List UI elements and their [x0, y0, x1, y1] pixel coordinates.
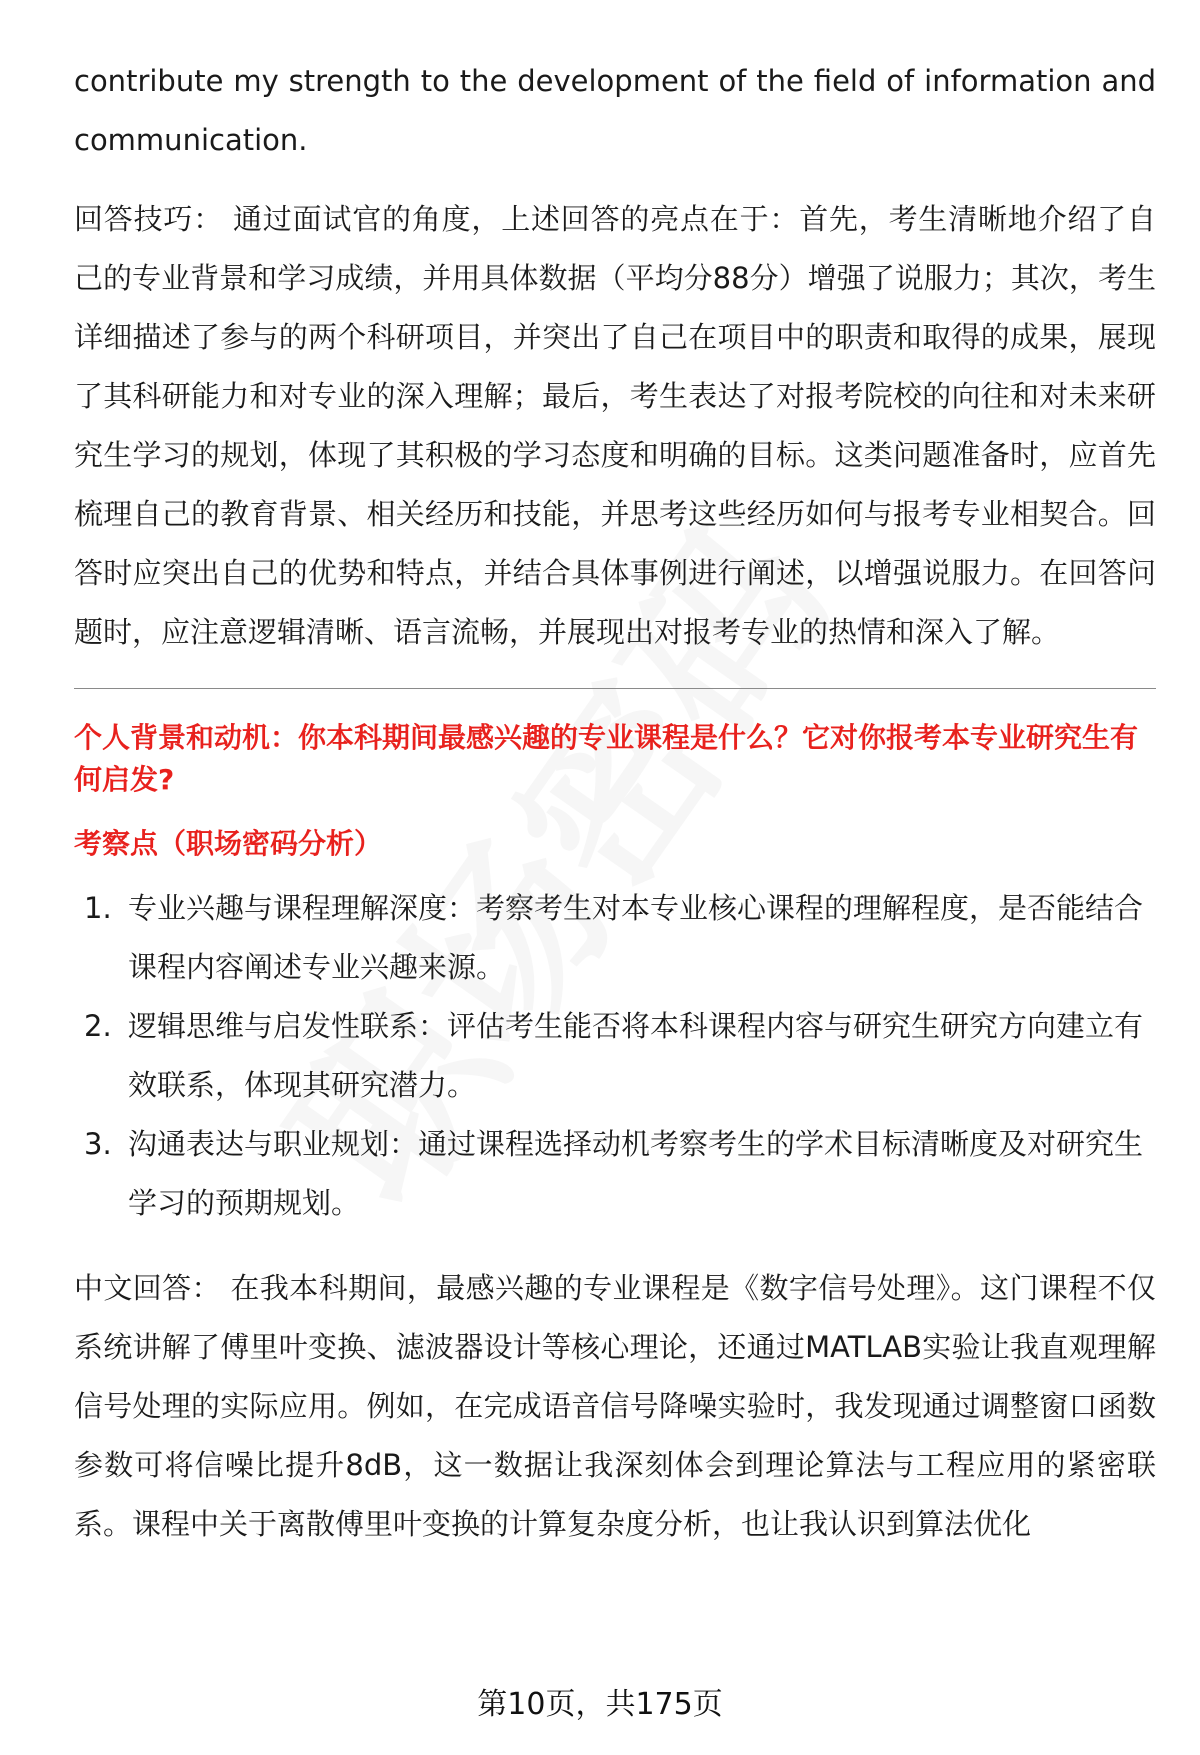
document-page [74, 52, 1156, 1554]
list-item-text: 逻辑思维与启发性联系：评估考生能否将本科课程内容与研究生研究方向建立有效联系，体现其研究潜力。 [128, 1009, 1144, 1102]
page-number-footer: 第10页，共175页 [477, 1687, 723, 1722]
list-item-number: 2. [84, 1009, 112, 1043]
list-item-number: 3. [84, 1127, 112, 1161]
question-heading: 个人背景和动机：你本科期间最感兴趣的专业课程是什么？它对你报考本专业研究生有何启发? [74, 721, 1139, 796]
list-item [74, 1115, 1156, 1233]
evaluation-points-list [74, 879, 1156, 1233]
list-item-number: 1. [84, 891, 112, 925]
list-item [74, 879, 1156, 997]
list-item-text: 专业兴趣与课程理解深度：考察考生对本专业核心课程的理解程度，是否能结合课程内容阐述专业兴趣来源。 [128, 891, 1144, 984]
chinese-answer-paragraph: 中文回答： 在我本科期间，最感兴趣的专业课程是《数字信号处理》。这门课程不仅系统讲解了傅里叶变换、滤波器设计等核心理论，还通过MATLAB实验让我直观理解信号处理的实际应用。例如，在完成语音信号降噪实验时，我发现通过调整窗口函数参数可将信噪比提升8dB，这一数据让我深刻体会到理论算法与工程应用的紧密联系。课程中关于离散傅里叶变换的计算复杂度分析，也让我认识到算法优化 [74, 1271, 1156, 1541]
evaluation-points-heading: 考察点（职场密码分析） [74, 827, 383, 860]
answer-tips-paragraph: 回答技巧： 通过面试官的角度，上述回答的亮点在于：首先，考生清晰地介绍了自己的专业背景和学习成绩，并用具体数据（平均分88分）增强了说服力；其次，考生详细描述了参与的两个科研项目，并突出了自己在项目中的职责和取得的成果，展现了其科研能力和对专业的深入理解；最后，考生表达了对报考院校的向往和对未来研究生学习的规划，体现了其积极的学习态度和明确的目标。这类问题准备时，应首先梳理自己的教育背景、相关经历和技能，并思考这些经历如何与报考专业相契合。回答时应突出自己的优势和特点，并结合具体事例进行阐述，以增强说服力。在回答问题时，应注意逻辑清晰、语言流畅，并展现出对报考专业的热情和深入了解。 [74, 202, 1156, 649]
continuation-paragraph: contribute my strength to the development of the field of information and communication. [74, 64, 1156, 157]
list-item [74, 997, 1156, 1115]
section-divider [74, 688, 1156, 689]
list-item-text: 沟通表达与职业规划：通过课程选择动机考察考生的学术目标清晰度及对研究生学习的预期规划。 [128, 1127, 1144, 1220]
